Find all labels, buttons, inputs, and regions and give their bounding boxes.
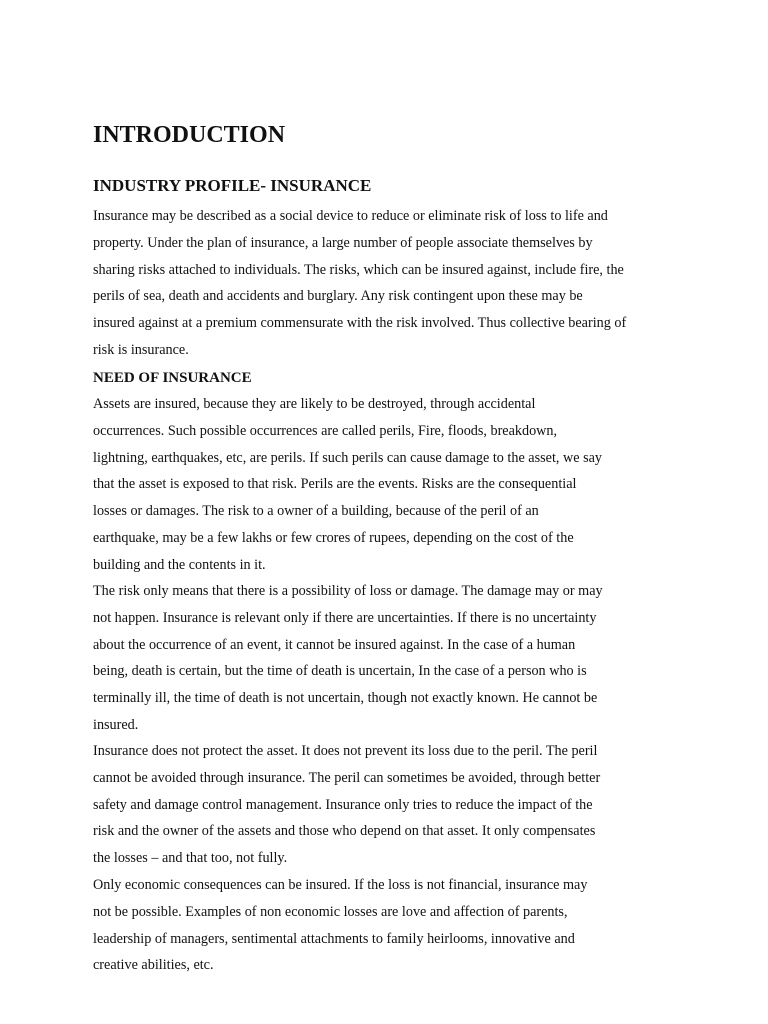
text-line: creative abilities, etc.	[93, 957, 214, 974]
text-line: building and the contents in it.	[93, 556, 266, 573]
text-line: cannot be avoided through insurance. The peril can sometimes be avoided, through better	[93, 769, 601, 786]
text-line: The risk only means that there is a possibility of loss or damage. The damage may or may	[93, 583, 603, 599]
text-line: about the occurrence of an event, it cannot be insured against. In the case of a human	[93, 636, 576, 653]
text-line: terminally ill, the time of death is not uncertain, though not exactly known. He cannot be	[93, 690, 598, 707]
text-line: insured.	[93, 716, 139, 733]
paragraph-industry-profile	[93, 203, 626, 364]
text-line: losses or damages. The risk to a owner of a building, because of the peril of an	[93, 503, 539, 520]
paragraph-protection	[93, 738, 600, 872]
text-line: perils of sea, death and accidents and burglary. Any risk contingent upon these may be	[93, 288, 583, 305]
text-line: Insurance does not protect the asset. It does not prevent its loss due to the peril. The peril	[93, 743, 598, 759]
text-line: the losses – and that too, not fully.	[93, 850, 288, 867]
text-line: occurrences. Such possible occurrences are called perils, Fire, floods, breakdown,	[93, 422, 558, 439]
subsection-heading: NEED OF INSURANCE	[93, 370, 252, 386]
text-line: insured against at a premium commensurate with the risk involved. Thus collective bearing of	[93, 315, 627, 332]
text-line: earthquake, may be a few lakhs or few crores of rupees, depending on the cost of the	[93, 529, 574, 546]
text-line: leadership of managers, sentimental attachments to family heirlooms, innovative and	[93, 930, 575, 947]
text-line: that the asset is exposed to that risk. Perils are the events. Risks are the consequential	[93, 476, 577, 493]
page-title: INTRODUCTION	[93, 122, 286, 148]
paragraph-assets	[93, 391, 602, 579]
text-line: Only economic consequences can be insured. If the loss is not financial, insurance may	[93, 877, 588, 893]
text-line: Insurance may be described as a social device to reduce or eliminate risk of loss to life and	[93, 208, 608, 224]
text-line: lightning, earthquakes, etc, are perils. If such perils can cause damage to the asset, we say	[93, 449, 602, 466]
text-line: risk and the owner of the assets and those who depend on that asset. It only compensates	[93, 823, 596, 840]
text-line: being, death is certain, but the time of death is uncertain, In the case of a person who is	[93, 663, 587, 680]
text-line: sharing risks attached to individuals. The risks, which can be insured against, include fire, the	[93, 261, 624, 278]
section-title: INDUSTRY PROFILE- INSURANCE	[93, 176, 372, 195]
text-line: property. Under the plan of insurance, a large number of people associate themselves by	[93, 234, 593, 251]
paragraph-economic	[93, 872, 587, 979]
text-line: not be possible. Examples of non economic losses are love and affection of parents,	[93, 903, 568, 920]
text-line: not happen. Insurance is relevant only if there are uncertainties. If there is no uncertainty	[93, 609, 597, 626]
paragraph-risk	[93, 578, 603, 739]
text-line: Assets are insured, because they are likely to be destroyed, through accidental	[93, 396, 536, 412]
text-line: risk is insurance.	[93, 341, 189, 358]
text-line: safety and damage control management. Insurance only tries to reduce the impact of the	[93, 796, 593, 813]
